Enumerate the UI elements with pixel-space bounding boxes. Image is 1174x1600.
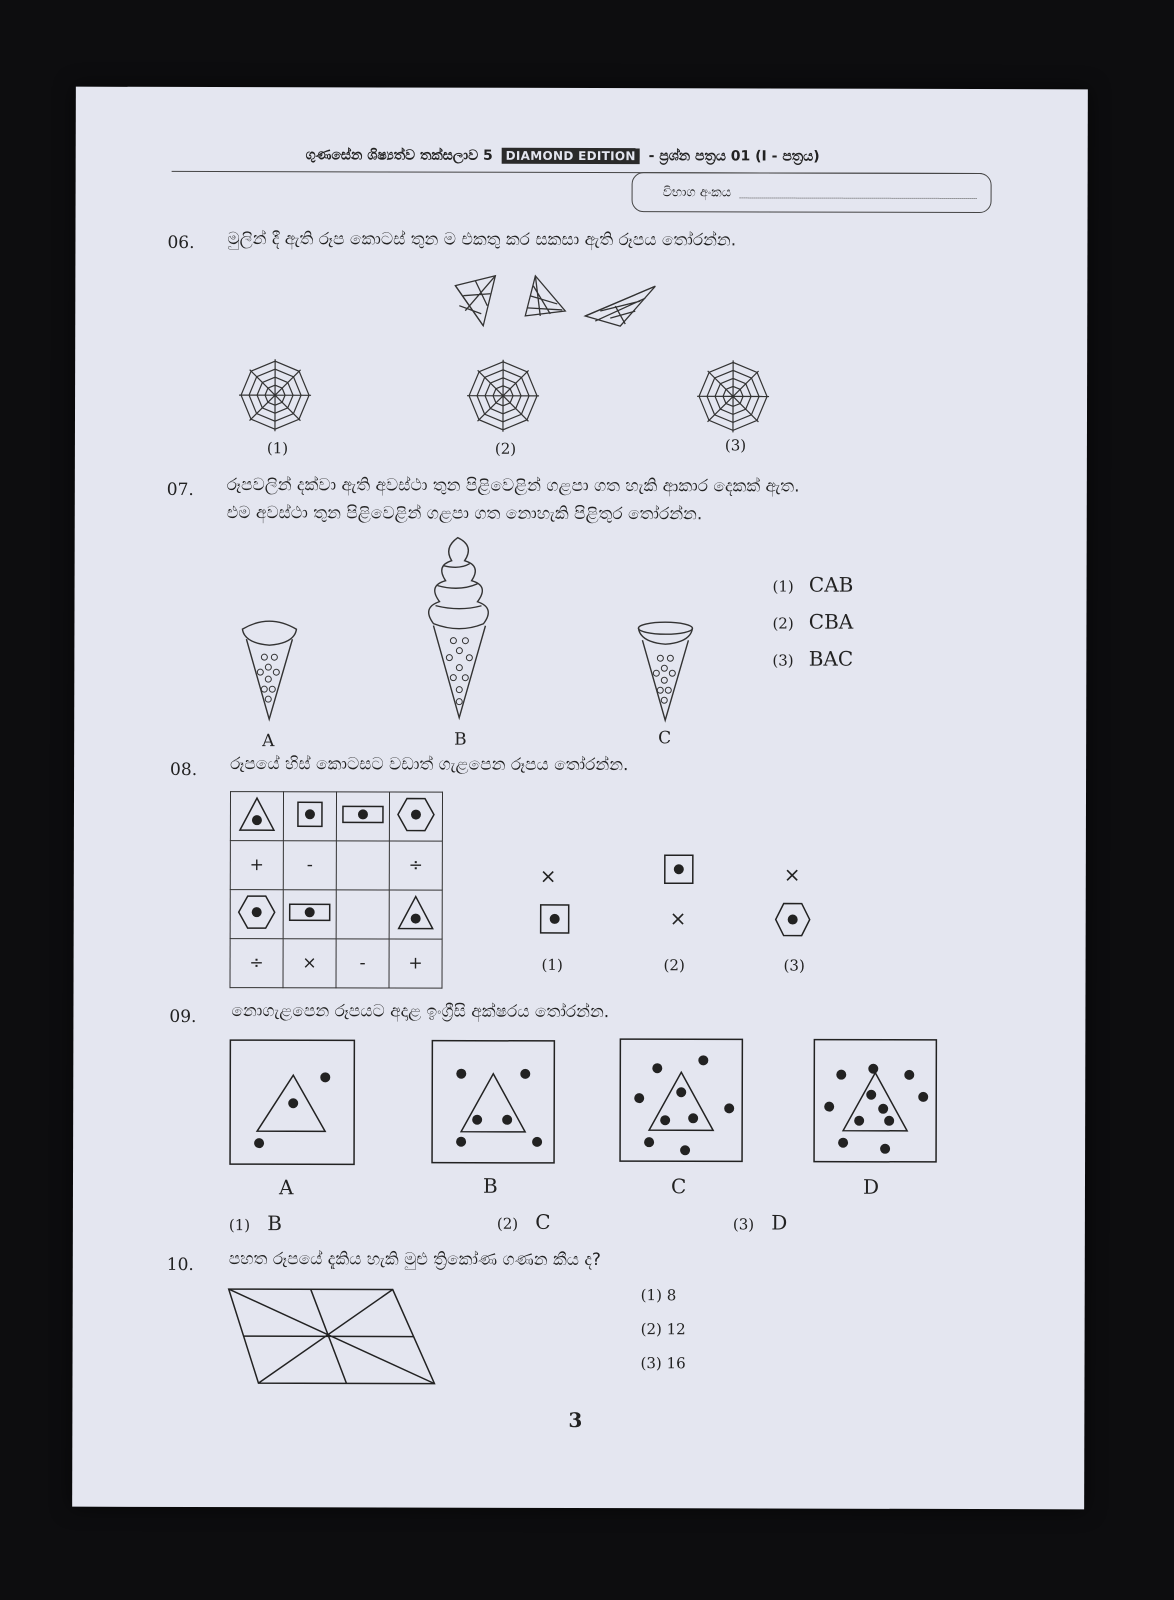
q09-answer-1[interactable] bbox=[229, 1211, 282, 1235]
grid-cell: - bbox=[336, 939, 389, 988]
grid-cell bbox=[230, 890, 283, 939]
q08-grid bbox=[230, 791, 444, 989]
page-header bbox=[306, 147, 1006, 165]
page-number: 3 bbox=[568, 1407, 583, 1433]
header-title: ගුණසේන ශිෂ්‍යත්ව තක්සලාව 5 bbox=[305, 147, 493, 164]
q06-option-1-label[interactable]: (1) bbox=[266, 439, 289, 458]
grid-cell: + bbox=[230, 841, 283, 890]
grid-cell: - bbox=[283, 841, 336, 890]
grid-cell bbox=[336, 792, 389, 841]
q08-option-1-symbol: × bbox=[539, 863, 557, 888]
q07-number: 07. bbox=[166, 479, 194, 500]
q07-answer-3-num: (3) bbox=[772, 651, 794, 670]
q07-answer-3[interactable] bbox=[772, 647, 853, 671]
ice-cream-c-icon bbox=[630, 618, 700, 728]
rectangle-dot-icon bbox=[286, 892, 334, 932]
grid-cell: + bbox=[389, 939, 442, 988]
grid-cell-blank bbox=[336, 841, 389, 890]
q09-figure-b bbox=[431, 1040, 555, 1164]
q09-answer-1-num: (1) bbox=[228, 1216, 251, 1235]
q10-answer-3[interactable]: (3) 16 bbox=[640, 1354, 686, 1373]
q10-answer-2[interactable]: (2) 12 bbox=[640, 1320, 686, 1339]
q08-text: රූපයේ හිස් කොටසට වඩාත් ගැළපෙන රූපය තෝරන්න. bbox=[230, 754, 629, 776]
q09-label-d: D bbox=[862, 1174, 880, 1199]
q09-label-a: A bbox=[278, 1175, 294, 1200]
q07-text-line1: රූපවලින් දක්වා ඇති අවස්ථා තුන පිළිවෙළින් ගළපා ගත හැකි ආකාර දෙකක් ඇත. bbox=[226, 475, 800, 497]
q07-answer-3-value: BAC bbox=[808, 646, 854, 671]
paper-title: - ප්‍රශ්න පත්‍රය 01 (I - පත්‍රය) bbox=[648, 148, 820, 165]
q10-parallelogram-figure bbox=[222, 1285, 442, 1390]
q06-option-1-web[interactable] bbox=[235, 355, 315, 435]
q07-answer-1-value: CAB bbox=[808, 572, 854, 597]
q09-label-b: B bbox=[482, 1173, 498, 1198]
exam-page bbox=[72, 87, 1088, 1510]
q07-answer-2[interactable] bbox=[772, 610, 853, 634]
q07-answer-1[interactable] bbox=[773, 573, 854, 597]
q08-option-2-label[interactable]: (2) bbox=[663, 956, 685, 975]
q08-option-3-hexagon-dot-icon[interactable] bbox=[774, 901, 812, 939]
grid-cell: ÷ bbox=[389, 841, 442, 890]
q07-label-c: C bbox=[658, 728, 672, 749]
grid-cell bbox=[389, 890, 442, 939]
q09-answer-2-num: (2) bbox=[496, 1214, 519, 1233]
grid-cell: × bbox=[283, 939, 336, 988]
q09-answer-1-value: B bbox=[267, 1211, 282, 1236]
q09-figure-c bbox=[619, 1038, 743, 1162]
triangle-dot-icon bbox=[396, 892, 436, 932]
exam-number-field[interactable] bbox=[739, 187, 977, 199]
ice-cream-b-icon bbox=[419, 536, 499, 726]
q06-option-3-label[interactable]: (3) bbox=[724, 436, 747, 455]
q09-answer-3-num: (3) bbox=[732, 1215, 755, 1234]
q06-option-2-label[interactable]: (2) bbox=[494, 439, 517, 458]
q06-number: 06. bbox=[167, 232, 195, 253]
hexagon-dot-icon bbox=[237, 892, 277, 932]
q09-label-c: C bbox=[670, 1174, 687, 1199]
grid-cell: ÷ bbox=[230, 939, 283, 988]
q09-number: 09. bbox=[169, 1006, 197, 1027]
q07-answer-1-num: (1) bbox=[772, 577, 794, 596]
q08-option-2-square-dot-icon[interactable] bbox=[662, 852, 696, 886]
q09-answer-2-value: C bbox=[535, 1209, 551, 1234]
exam-number-box bbox=[632, 172, 992, 213]
q09-answer-3-value: D bbox=[771, 1210, 788, 1235]
q07-answer-2-num: (2) bbox=[772, 614, 794, 633]
q08-option-3-symbol: × bbox=[783, 862, 801, 887]
grid-cell bbox=[283, 890, 336, 939]
q10-answer-1[interactable]: (1) 8 bbox=[640, 1286, 677, 1305]
q08-option-1-label[interactable]: (1) bbox=[541, 955, 563, 974]
q09-answer-2[interactable] bbox=[497, 1210, 551, 1234]
web-pieces-figure bbox=[435, 266, 675, 347]
q09-answer-3[interactable] bbox=[733, 1210, 787, 1234]
q09-figure-a bbox=[229, 1039, 355, 1165]
q07-text-line2: එම අවස්ථා තුන පිළිවෙළින් ගළපා ගත නොහැකි පිළිතුර තෝරන්න. bbox=[226, 503, 703, 525]
q08-option-2-symbol: × bbox=[669, 906, 687, 931]
q06-text: මුලින් දී ඇති රූප කොටස් තුන ම එකතු කර සකසා ඇති රූපය තෝරන්න. bbox=[227, 229, 737, 251]
q07-label-b: B bbox=[454, 729, 467, 750]
q06-option-3-web[interactable] bbox=[693, 356, 773, 436]
hexagon-dot-icon bbox=[396, 794, 436, 834]
q08-option-1-square-dot-icon[interactable] bbox=[538, 902, 572, 936]
edition-badge: DIAMOND EDITION bbox=[502, 148, 640, 164]
q08-option-3-label[interactable]: (3) bbox=[783, 956, 805, 975]
grid-cell bbox=[230, 792, 283, 841]
q06-option-2-web[interactable] bbox=[463, 356, 543, 436]
grid-cell bbox=[389, 792, 442, 841]
triangle-dot-icon bbox=[237, 794, 277, 834]
q09-figure-d bbox=[813, 1039, 937, 1163]
ice-cream-a-icon bbox=[234, 617, 304, 727]
grid-cell bbox=[283, 792, 336, 841]
q09-text: නොගැළපෙන රූපයට අදාළ ඉංග්‍රීසි අක්ෂරය තෝරන්න. bbox=[231, 1001, 610, 1023]
q07-label-a: A bbox=[262, 731, 275, 752]
square-dot-icon bbox=[290, 794, 330, 834]
rectangle-dot-icon bbox=[339, 794, 387, 834]
q10-text: පහත රූපයේ දැකිය හැකි මුළු ත්‍රිකෝණ ගණන කීය ද? bbox=[228, 1249, 602, 1271]
grid-cell-empty bbox=[336, 890, 389, 939]
q08-number: 08. bbox=[170, 759, 198, 780]
q10-number: 10. bbox=[166, 1254, 194, 1275]
q07-answer-2-value: CBA bbox=[808, 609, 854, 634]
exam-number-label: විභාග අංකය bbox=[662, 184, 732, 200]
